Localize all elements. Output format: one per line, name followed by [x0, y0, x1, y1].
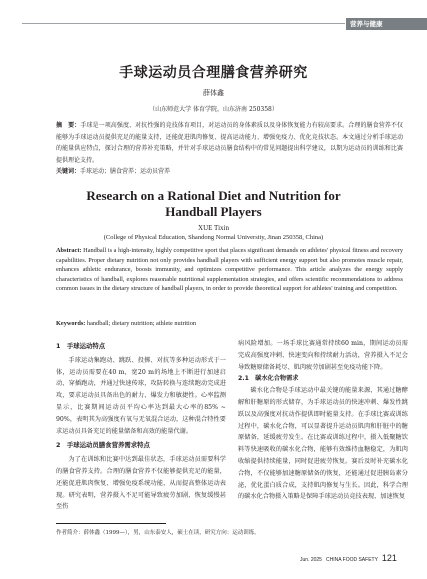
paragraph: 为了在训练和比赛中达到最佳状态，手球运动员需要科学的膳食营养支持。合理的膳食营养不仅能够提供充足的能量，还能促进肌肉恢复、增强免疫系统功能，从而提高整体运动表现。研究表明，营养摄入不足可能导致疲劳加剧、恢复缓慢甚至伤 [56, 456, 226, 511]
english-abstract-label: Abstract: [56, 247, 82, 254]
paragraph: 碳水化合物是手球运动中最关键的能量来源，其通过糖酵解和肝糖原的形式储存，为手球运动员的快速冲刺、爆发性跳跃以及高强度对抗动作提供即时能量支持。在手球比赛或训练过程中，碳水化合物，可以显著提升运动员肌肉和肝脏中的糖原储备，延缓疲劳发生。在比赛或训练过程中，摄入低聚糖饮料等快速吸收的碳水化合物，能够有效维持血糖稳定，为肌肉收缩提供持续能量，同时促进疲劳恢复。赛后及时补充碳水化合物，不仅能够加速糖原储备的恢复，还能通过促进胰岛素分泌，优化蛋白质合成，支持肌肉修复与生长。因此，科学合理的碳水化合物摄入策略是保障手球运动员竞技表现、加速恢复 [238, 387, 408, 501]
chinese-keywords-label: 关键词： [56, 168, 81, 175]
english-keywords [56, 320, 403, 327]
header-bar [0, 18, 427, 30]
footer-journal: CHINA FOOD SAFETY [325, 557, 378, 563]
english-abstract [56, 246, 403, 294]
english-title-line2: Handball Players [165, 204, 262, 219]
english-keywords-text: handball; dietary nutrition; athlete nutrition [85, 320, 197, 327]
chinese-abstract [56, 120, 403, 166]
body-left-column [56, 338, 226, 513]
chinese-abstract-label: 摘 要： [56, 122, 81, 129]
header-rule [22, 23, 345, 24]
chinese-title: 手球运动员合理膳食营养研究 [119, 65, 308, 81]
chinese-keywords-text: 手球运动；膳食营养；运动员营养 [80, 168, 171, 175]
english-title-line1: Research on a Rational Diet and Nutrition for [86, 188, 341, 203]
subsection-heading-2-1: 2.1 碳水化合物需求 [238, 375, 299, 383]
section-tag: 营养与健康 [346, 18, 427, 30]
chinese-author: 薛体鑫 [203, 89, 224, 97]
english-author: XUE Tixin [198, 224, 229, 232]
english-keywords-label: Keywords: [56, 320, 86, 327]
chinese-keywords [56, 166, 403, 175]
chinese-affiliation: （山东师范大学 体育学院，山东济南 250358） [149, 106, 278, 113]
page-footer [300, 553, 397, 563]
english-abstract-text: Handball is a high-intensity, highly competitive sport that places significant demands on athletes' physical fitness and recovery capabilities. Proper dietary nutrition not only provides handball players with sufficient energy support but also promotes muscle repair, enhances athletic endurance, boosts immunity, and optimizes competitive performance. This article analyzes the energy supply characteristics of handball, explores reasonable nutritional supplementation strategies, and offers scientific recommendations to address common issues in the dietary structure of handball players, in order to provide theoretical support for athletes' training and competition. [56, 247, 403, 292]
english-title [0, 188, 427, 220]
body-right-column [238, 338, 408, 503]
section-heading-1: 1 手球运动特点 [56, 342, 106, 350]
english-affiliation: (College of Physical Education, Shandong Normal University, Jinan 250358, China) [103, 234, 324, 241]
chinese-abstract-text: 手球是一项高强度、对抗性强的竞技体育项目，对运动员的身体素质以及身体恢复能力有较高要求。合理的膳食营养不仅能够为手球运动员提供充足的能量支持，还能促进肌肉修复、提高运动能力、增强免疫力、优化竞技状态。本文通过分析手球运动的能量供应特点，探讨合理的营养补充策略，并针对手球运动员膳食结构中的常见问题提出科学建议，以期为运动员的训练和比赛提供理论支持。 [56, 122, 403, 164]
page-number: 121 [381, 553, 397, 563]
paragraph: 手球运动集跑动、跳跃、投掷、对抗等多种运动形式于一体，运动员需要在40 m，宽20 m的场地上不断进行加速启动、穿插跑动，并通过快速传球，攻防转换与连续跑动完成进攻，要求运动员具备出色的耐力、爆发力和敏捷性。心率监测显示，比赛期间运动员平均心率达到最大心率的85% ~ 90%，表明其为高强度有氧与无氧混合运动，这种混合特性要求运动员具备充足的能量储备和高效的能量代谢。 [56, 356, 226, 435]
paragraph: 病风险增加。一场手球比赛通常持续60 min，期间运动员需完成高强度冲刺、快速变向和持续耐力活动，营养摄入不足会导致糖原储备耗尽、肌肉疲劳加剧甚至免疫功能下降。 [238, 340, 408, 371]
author-footnote: 作者简介：薛体鑫（1999—），男，山东泰安人，硕士在读，研究方向：运动训练。 [56, 530, 260, 536]
section-heading-2: 2 手球运动员膳食营养需求特点 [56, 441, 150, 450]
footnote-rule [56, 523, 166, 524]
footer-date: Jun. 2025 [300, 557, 322, 563]
